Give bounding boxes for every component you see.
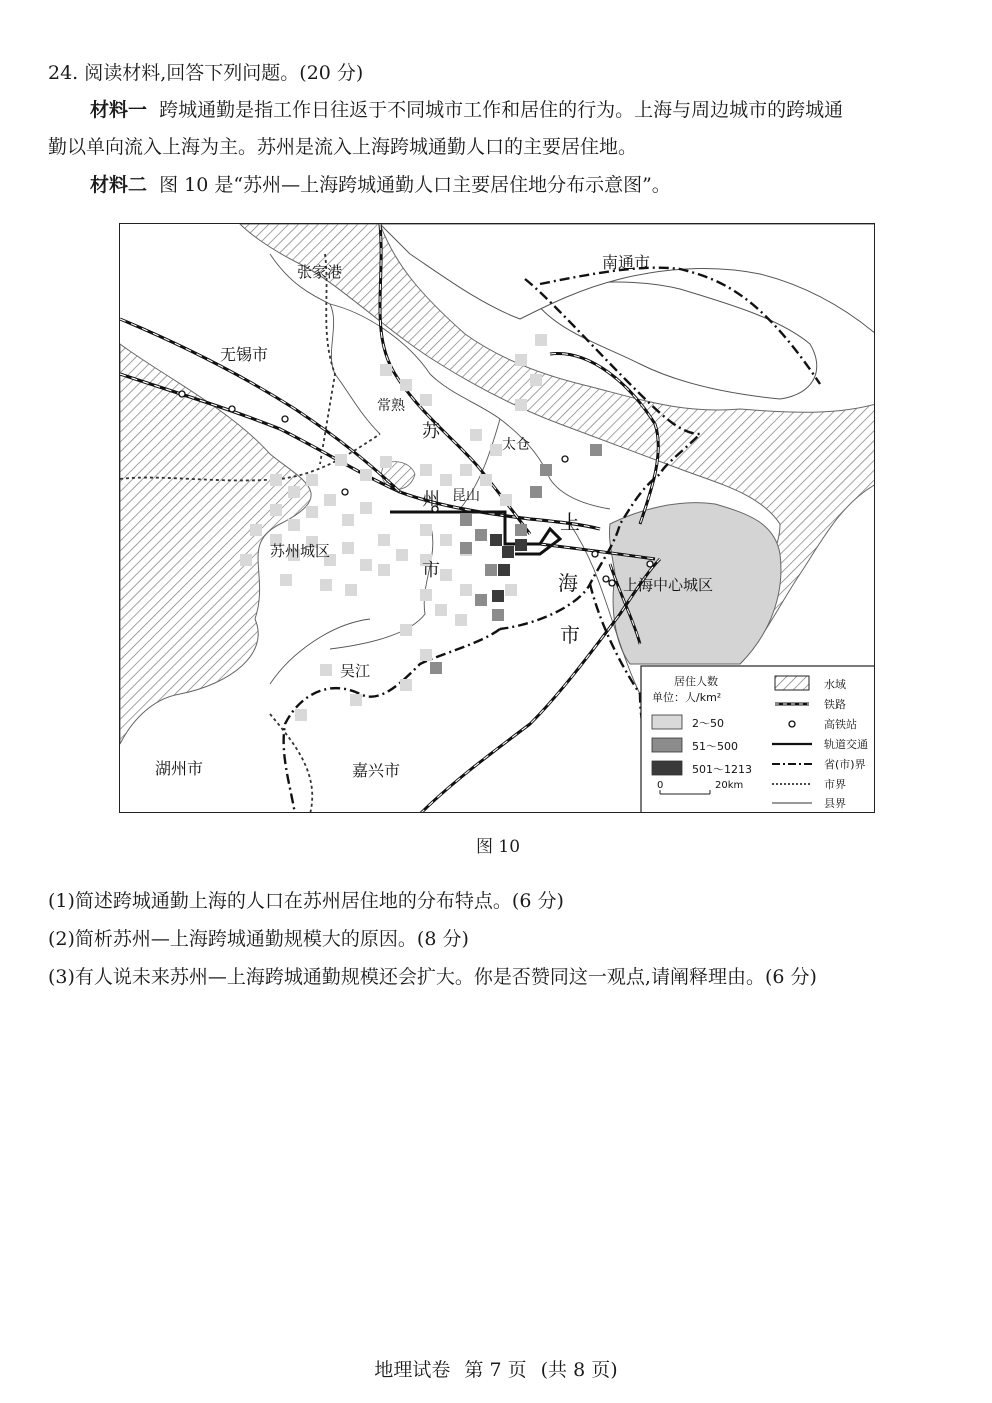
- legend-class-mid: 51～500: [692, 740, 738, 753]
- map-legend: [641, 666, 875, 813]
- legend-class-low: 2～50: [692, 717, 724, 730]
- legend-swatch-low: [652, 715, 682, 729]
- figure-caption: 图 10: [476, 837, 521, 857]
- legend-swatch-high: [652, 761, 682, 775]
- legend-class-high: 501～1213: [692, 763, 752, 776]
- legend-metro: 轨道交通: [824, 738, 868, 751]
- label-wujiang: 吴江: [340, 662, 371, 680]
- label-zhangjiagang: 张家港: [297, 263, 343, 281]
- label-taicang: 太仓: [502, 437, 530, 453]
- jiangsu-zhejiang-boundary: [284, 629, 500, 813]
- label-kunshan: 昆山: [452, 488, 480, 504]
- legend-title: 居住人数: [674, 675, 718, 688]
- label-shanghai-center: 上海中心城区: [623, 576, 714, 594]
- footer-total: (共 8 页): [540, 1359, 618, 1381]
- label-wuxi: 无锡市: [220, 345, 269, 364]
- material-one-label: 材料一: [90, 99, 148, 121]
- legend-scale-label: 20km: [715, 780, 744, 791]
- material-one-line2: 勤以单向流入上海为主。苏州是流入上海跨城通勤人口的主要居住地。: [48, 136, 638, 158]
- hsr-station-symbol-icon: [789, 721, 795, 727]
- shanghai-center-marker: [609, 580, 615, 586]
- footer-page: 第 7 页: [464, 1359, 527, 1381]
- question-header: 24. 阅读材料,回答下列问题。(20 分): [48, 62, 364, 84]
- question-1: (1)简述跨城通勤上海的人口在苏州居住地的分布特点。(6 分): [48, 890, 564, 912]
- label-nantong: 南通市: [602, 253, 651, 272]
- map-svg: [120, 224, 875, 813]
- material-two: [90, 172, 671, 198]
- label-huzhou: 湖州市: [155, 759, 204, 778]
- map-figure: [119, 223, 875, 813]
- legend-city-boundary: 市界: [824, 778, 846, 791]
- label-jiaxing: 嘉兴市: [352, 761, 401, 780]
- page-footer: [0, 1355, 992, 1382]
- material-one-text: 跨城通勤是指工作日往返于不同城市工作和居住的行为。上海与周边城市的跨城通: [159, 99, 844, 121]
- legend-province-boundary: 省(市)界: [824, 758, 866, 771]
- label-zhou: 州: [422, 489, 440, 510]
- chongming-island: [530, 282, 817, 399]
- material-two-text: 图 10 是“苏州—上海跨城通勤人口主要居住地分布示意图”。: [159, 174, 671, 196]
- legend-county-boundary: 县界: [824, 797, 846, 810]
- legend-scale-zero: 0: [657, 780, 664, 791]
- label-changshu: 常熟: [377, 398, 405, 414]
- footer-subject: 地理试卷: [374, 1359, 451, 1381]
- legend-water: 水域: [824, 678, 846, 691]
- label-suzhou-urban: 苏州城区: [270, 542, 331, 560]
- legend-railway: 铁路: [824, 698, 846, 711]
- label-hai: 海: [558, 571, 578, 595]
- label-shi-suzhou: 市: [422, 560, 440, 581]
- label-su: 苏: [422, 421, 440, 442]
- legend-unit: 单位：人/km²: [652, 691, 722, 704]
- label-shang: 上: [560, 510, 580, 534]
- material-two-label: 材料二: [90, 174, 148, 196]
- legend-swatch-mid: [652, 738, 682, 752]
- label-shi-shanghai: 市: [560, 623, 580, 647]
- question-3: (3)有人说未来苏州—上海跨城通勤规模还会扩大。你是否赞同这一观点,请阐释理由。(6 分): [48, 966, 817, 988]
- water-symbol-icon: [775, 676, 809, 690]
- question-2: (2)简析苏州—上海跨城通勤规模大的原因。(8 分): [48, 928, 469, 950]
- legend-hsr-station: 高铁站: [824, 718, 857, 731]
- material-one-line1: [90, 97, 843, 123]
